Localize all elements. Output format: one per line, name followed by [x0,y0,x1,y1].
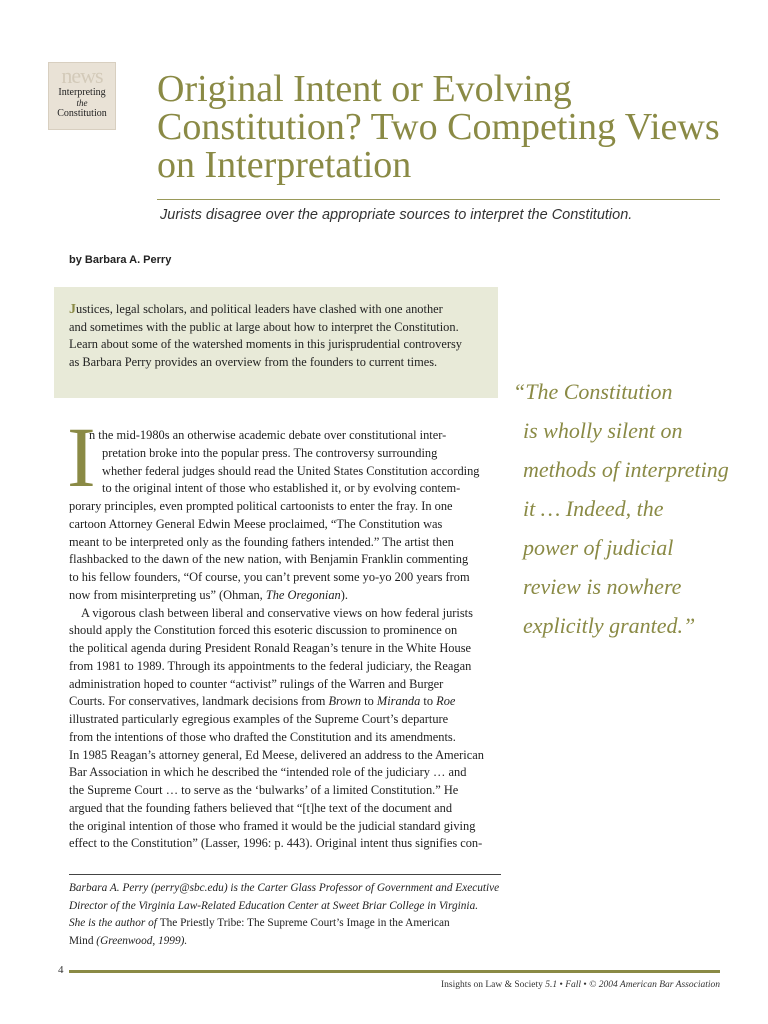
bio-divider [69,874,501,875]
body-line: In 1985 Reagan’s attorney general, Ed Meese, delivered an address to the American [69,747,484,762]
body-line: Bar Association in which he described the “intended role of the judiciary … and [69,765,467,780]
body-line: flashbacked to the dawn of the new nation, with Benjamin Franklin commenting [69,552,469,567]
body-line: whether federal judges should read the United States Constitution according [102,463,480,478]
body-line: pretation broke into the popular press. The controversy surrounding [102,445,438,460]
body-line: administration hoped to counter “activist” rulings of the Warren and Burger [69,676,444,691]
article-subtitle: Jurists disagree over the appropriate sources to interpret the Constitution. [160,207,633,223]
pull-quote-line: is wholly silent on [523,418,683,443]
body-line: the original intention of those who framed it would be the judicial standard giving [69,818,476,833]
pull-quote-line: “The Constitution [513,379,673,404]
body-line: the Supreme Court … to serve as the ‘bulwarks’ of a limited Constitution.” He [69,783,459,797]
body-line: argued that the founding fathers believed that “[t]he text of the document and [69,800,453,815]
body-line: effect to the Constitution” (Lasser, 1996: p. 443). Original intent thus signifies con- [69,836,483,851]
body-line: to the original intent of those who established it, or by evolving contem- [102,481,461,496]
body-line: to his fellow founders, “Of course, you can’t prevent some yo-yo 200 years from [69,570,470,584]
body-line: should apply the Constitution forced this esoteric discussion to prominence on [69,623,458,638]
page-number: 4 [58,964,64,976]
pull-quote-line: power of judicial [523,535,674,560]
pull-quote-line: explicitly granted.” [523,613,696,638]
author-bio [69,880,501,951]
title-divider [157,199,720,200]
body-line: A vigorous clash between liberal and conservative views on how federal jurists [81,605,473,620]
body-line: now from misinterpreting us” (Ohman, The Oregonian). [69,587,348,602]
intro-line-3: Learn about some of the watershed moments in this jurisprudential controversy [69,337,462,352]
byline: by Barbara A. Perry [69,254,172,266]
pull-quote [513,372,743,645]
intro-line-1: Justices, legal scholars, and political leaders have clashed with one another [69,302,443,317]
body-line: illustrated particularly egregious examples of the Supreme Court’s departure [69,712,449,726]
intro-box [54,287,498,398]
logo-line-1: Interpreting [58,87,106,98]
book-title: The Priestly Tribe: The Supreme Court’s Image in the American [159,917,450,930]
citation-title: The Oregonian [265,587,341,602]
intro-initial: J [69,302,76,317]
logo-watermark: news [61,63,103,88]
book-title: Mind [69,935,94,948]
bio-line: Barbara A. Perry (perry@sbc.edu) is the Carter Glass Professor of Government and Executive [69,882,500,894]
logo-line-3: Constitution [57,108,107,119]
intro-line-2: and sometimes with the public at large about how to interpret the Constitution. [69,319,459,334]
series-logo [48,62,116,130]
logo-line-2: the [76,98,88,108]
body-line: the political agenda during President Ronald Reagan’s tenure in the White House [69,641,472,655]
bio-line: Mind (Greenwood, 1999). [69,935,188,948]
article-title: Original Intent or Evolving Constitution? Two Competing Views on Interpretation [157,68,720,186]
body-line: n the mid-1980s an otherwise academic debate over constitutional inter- [89,428,447,442]
article-body [69,427,501,853]
body-line: porary principles, even prompted political cartoonists to enter the fray. In one [69,499,453,513]
case-name: Roe [436,694,456,709]
bio-line: She is the author of The Priestly Tribe: The Supreme Court’s Image in the American [69,917,450,930]
pull-quote-line: methods of interpreting [523,457,729,482]
pull-quote-line: it … Indeed, the [523,496,664,521]
body-line: Courts. For conservatives, landmark decisions from Brown to Miranda to Roe [69,694,456,709]
bio-line: Director of the Virginia Law-Related Education Center at Sweet Briar College in Virginia. [69,899,479,912]
intro-line-4: as Barbara Perry provides an overview from the founders to current times. [69,355,438,370]
case-name: Brown [328,694,362,709]
footer-rule [69,970,720,973]
drop-cap: I [67,409,96,505]
body-line: from the intentions of those who drafted the Constitution and its amendments. [69,729,456,744]
body-line: cartoon Attorney General Edwin Meese proclaimed, “The Constitution was [69,516,443,531]
footer-credit: Insights on Law & Society 5.1 • Fall • © 2004 American Bar Association [441,980,720,990]
body-line: from 1981 to 1989. Through its appointments to the federal judiciary, the Reagan [69,658,472,673]
body-line: meant to be interpreted only as the founding fathers intended.” The artist then [69,534,454,549]
pull-quote-line: review is nowhere [523,574,682,599]
case-name: Miranda [376,694,421,709]
